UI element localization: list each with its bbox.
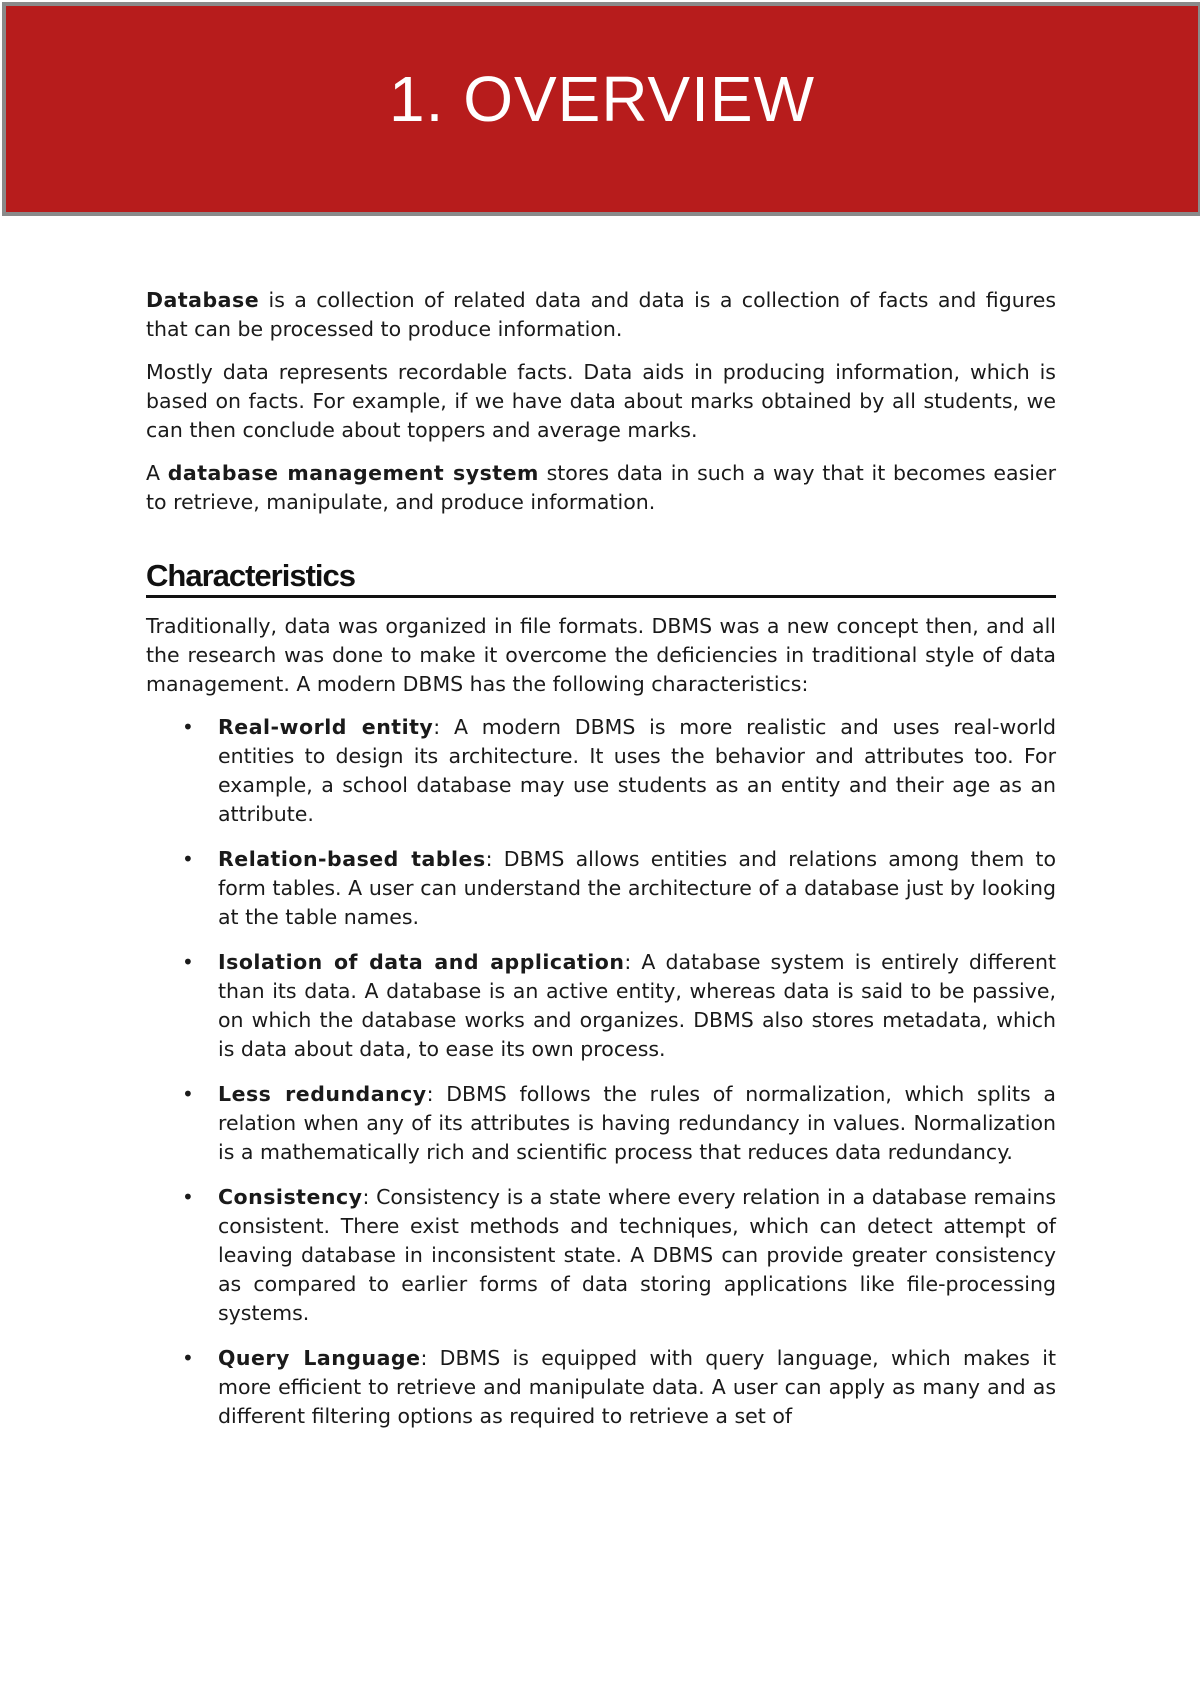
list-item-text: : DBMS allows entities and relations among them to form tables. A user can understand the architecture of a database just by looking at the table names. — [218, 847, 1056, 929]
list-item-term: Consistency — [218, 1185, 363, 1209]
chapter-banner — [2, 2, 1200, 216]
intro-paragraph-3-text: stores data in such a way that it becomes easier to retrieve, manipulate, and produce information. — [146, 461, 1056, 514]
list-item — [146, 845, 1056, 932]
list-item-text: : A modern DBMS is more realistic and uses real-world entities to design its architecture. It uses the behavior and attributes too. For example, a school database may use students as an entity and their age as an attribute. — [218, 715, 1056, 826]
characteristics-intro: Traditionally, data was organized in file formats. DBMS was a new concept then, and all the research was done to make it overcome the deficiencies in traditional style of data management. A modern DBMS has the following characteristics: — [146, 614, 1056, 696]
term-dbms: database management system — [167, 461, 539, 485]
intro-paragraph-1 — [146, 286, 1056, 344]
intro-paragraph-1-text: is a collection of related data and data is a collection of facts and figures that can be processed to produce information. — [146, 288, 1056, 341]
list-item — [146, 1344, 1056, 1431]
bullet-icon: • — [182, 715, 194, 739]
list-item-term: Real-world entity — [218, 715, 434, 739]
bullet-icon: • — [182, 950, 194, 974]
list-item — [146, 1080, 1056, 1167]
section-heading-characteristics: Characteristics — [146, 557, 1056, 598]
intro-paragraph-3 — [146, 459, 1056, 517]
list-item-term: Relation-based tables — [218, 847, 486, 871]
characteristics-list — [146, 713, 1056, 1431]
list-item — [146, 948, 1056, 1064]
list-item — [146, 713, 1056, 829]
bullet-icon: • — [182, 1185, 194, 1209]
bullet-icon: • — [182, 1346, 194, 1370]
chapter-title: 1. OVERVIEW — [389, 63, 815, 135]
document-body — [146, 286, 1056, 1447]
intro-paragraph-2: Mostly data represents recordable facts. Data aids in producing information, which is based on facts. For example, if we have data about marks obtained by all students, we can then conclude about toppers and average marks. — [146, 360, 1056, 442]
intro-paragraph-3-prefix: A — [146, 461, 168, 485]
list-item-text: : Consistency is a state where every relation in a database remains consistent. There exist methods and techniques, which can detect attempt of leaving database in inconsistent state. A DBMS can provide greater consistency as compared to earlier forms of data storing applications like file-processing systems. — [218, 1185, 1056, 1325]
list-item-term: Query Language — [218, 1346, 421, 1370]
list-item-text: : DBMS follows the rules of normalization, which splits a relation when any of its attributes is having redundancy in values. Normalization is a mathematically rich and scientific process that reduces data redundancy. — [218, 1082, 1056, 1164]
term-database: Database — [146, 288, 260, 312]
list-item — [146, 1183, 1056, 1328]
bullet-icon: • — [182, 847, 194, 871]
list-item-text: : A database system is entirely different than its data. A database is an active entity, whereas data is said to be passive, on which the database works and organizes. DBMS also stores metadata, which is data about data, to ease its own process. — [218, 950, 1056, 1061]
list-item-term: Isolation of data and application — [218, 950, 625, 974]
list-item-text: : DBMS is equipped with query language, which makes it more efficient to retrieve and manipulate data. A user can apply as many and as different filtering options as required to retrieve a set of — [218, 1346, 1056, 1428]
list-item-term: Less redundancy — [218, 1082, 427, 1106]
bullet-icon: • — [182, 1082, 194, 1106]
